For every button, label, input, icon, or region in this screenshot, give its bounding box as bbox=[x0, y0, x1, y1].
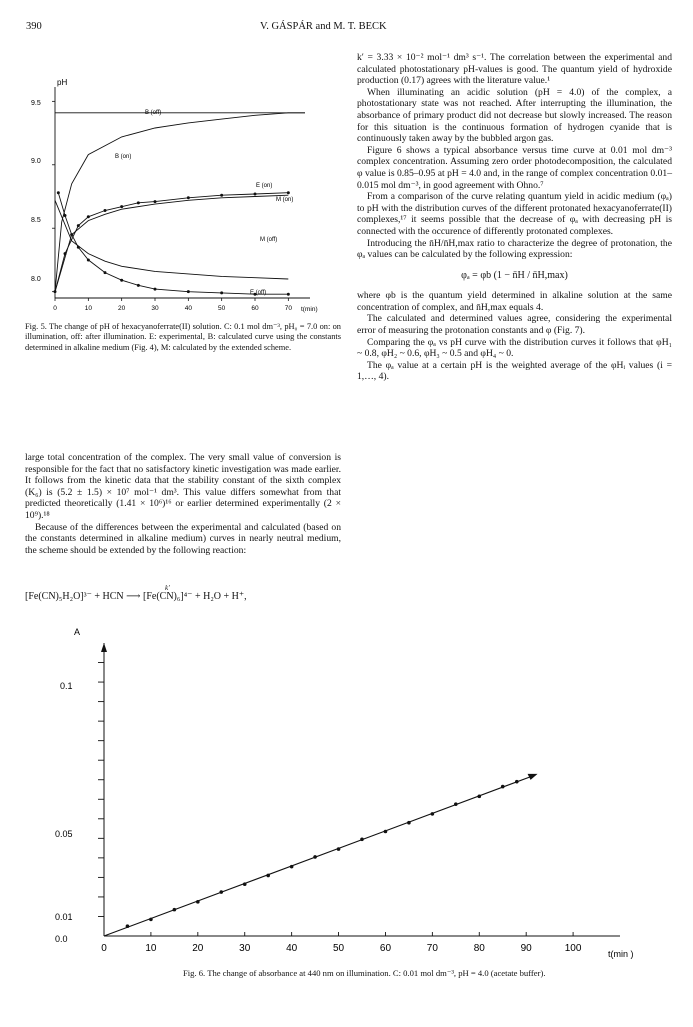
fig5-data-point bbox=[187, 290, 190, 293]
fig6-x-tick-label: 70 bbox=[426, 943, 438, 954]
fig5-series-line bbox=[55, 193, 288, 292]
fig6-x-tick-label: 100 bbox=[564, 943, 582, 954]
fig5-x-tick-label: 60 bbox=[251, 305, 259, 312]
fig5-x-tick-label: 30 bbox=[151, 305, 159, 312]
fig5-data-point bbox=[137, 284, 140, 287]
figure-5-chart bbox=[20, 70, 350, 320]
fig5-label-m-on: M (on) bbox=[276, 197, 294, 203]
fig6-axes bbox=[98, 643, 620, 954]
fig5-data-point bbox=[187, 196, 190, 199]
fig5-series bbox=[54, 113, 306, 296]
right-column bbox=[357, 52, 672, 383]
fig6-x-tick-label: 80 bbox=[473, 943, 485, 954]
fig5-data-point bbox=[254, 192, 257, 195]
fig5-label-b-on: B (on) bbox=[115, 154, 132, 160]
fig5-caption-text: The change of pH of hexacyanoferrate(II) solution. C: 0.1 mol dm⁻³, pH₀ = 7.0 on: on illumination, off: after illumination. E: experimental, B: calculated curve using the constants determined in alkaline medium (Fig. 4), M: calculated by the extended scheme. bbox=[25, 322, 341, 352]
fig5-data-point bbox=[77, 246, 80, 249]
fig5-x-tick-label: 0 bbox=[53, 305, 57, 312]
fig5-data-point bbox=[70, 233, 73, 236]
fig5-y-tick-9.0: 9.0 bbox=[31, 158, 41, 165]
fig5-x-unit: t(min) bbox=[301, 306, 318, 313]
fig5-data-point bbox=[87, 215, 90, 218]
fig6-data-point bbox=[149, 918, 153, 922]
page-number: 390 bbox=[26, 21, 42, 32]
fig5-data-point bbox=[287, 191, 290, 194]
left-column bbox=[25, 452, 341, 556]
fig5-data-point bbox=[220, 194, 223, 197]
fig6-y-tick-0.05: 0.05 bbox=[55, 829, 73, 839]
fig5-x-tick-label: 70 bbox=[284, 305, 292, 312]
right-paragraph-6: where φb is the quantum yield determined in alkaline solution at the same concentration of complex, and n̄H,max equals 4. bbox=[357, 290, 672, 313]
fig5-series-line bbox=[55, 113, 305, 292]
fig6-y-tick-0.0: 0.0 bbox=[55, 934, 68, 944]
fig5-y-tick-8.0: 8.0 bbox=[31, 276, 41, 283]
right-paragraph-4: From a comparison of the curve relating quantum yield in acidic medium (φₐ) to pH with the distribution curves of the different protonated hexacyanoferrate(II) complexes,¹⁷ it seems possible that the decrease of φₐ with decreasing pH is connected with the occurence of differently protonated complexes. bbox=[357, 191, 672, 237]
fig6-y-arrow bbox=[101, 643, 107, 652]
fig6-x-tick-label: 60 bbox=[379, 943, 392, 954]
fig6-data-point bbox=[384, 830, 388, 834]
fig6-data-point bbox=[313, 855, 317, 859]
fig5-label-b-off: B (off) bbox=[145, 110, 162, 116]
right-paragraph-2: When illuminating an acidic solution (pH = 4.0) of the complex, a photostationary state was not reached. After interrupting the illumination, the absorbance of primary product did not decrease but slowly increased. The reason for this situation is the continuous formation of hydrogen cyanide that is continuously taken away by the bubbled argon gas. bbox=[357, 86, 672, 145]
fig6-data-point bbox=[501, 785, 505, 789]
fig5-x-tick-label: 40 bbox=[184, 305, 192, 312]
fig5-x-tick-label: 50 bbox=[218, 305, 226, 312]
fig6-x-unit: t(min ) bbox=[608, 949, 634, 959]
left-paragraph-1: large total concentration of the complex. The very small value of conversion is responsible for the fact that no satisfactory kinetic investigation was made earlier. It follows from the kinetic data that the stability constant of the sixth complex (K₆) is (5.2 ± 1.5) × 10⁷ mol⁻¹ dm³. This value differs somewhat from that predicted theoretically (1.41 × 10⁶)¹⁶ or earlier determined experimentally (2 × 10⁹).¹⁸ bbox=[25, 452, 341, 521]
fig6-y-tick-0.1: 0.1 bbox=[60, 681, 73, 691]
fig6-data-point bbox=[243, 882, 247, 886]
fig5-series-line bbox=[58, 193, 288, 295]
fig5-data-point bbox=[104, 271, 107, 274]
fig5-x-tick-label: 20 bbox=[118, 305, 126, 312]
formula: φₐ = φb (1 − n̄H / n̄H,max) bbox=[461, 269, 568, 281]
fig6-data-point bbox=[515, 780, 519, 784]
fig5-series-line bbox=[55, 200, 288, 279]
fig6-x-tick-label: 50 bbox=[332, 943, 345, 954]
reaction-equation bbox=[25, 584, 341, 602]
fig6-x-tick-label: 0 bbox=[101, 943, 107, 954]
fig6-data-point bbox=[407, 821, 411, 825]
left-paragraph-2: Because of the differences between the experimental and calculated (based on the constants determined in alkaline medium) curves in nearly neutral medium, the scheme should be extended by the following reaction: bbox=[25, 521, 341, 556]
fig6-data-point bbox=[477, 795, 481, 799]
fig5-y-title: pH bbox=[57, 78, 68, 87]
fig5-label-m-off: M (off) bbox=[260, 237, 278, 243]
right-paragraph-9: The φₐ value at a certain pH is the weighted average of the φHᵢ values (i = 1,…, 4). bbox=[357, 359, 672, 383]
fig5-data-point bbox=[220, 291, 223, 294]
fig6-data-point bbox=[337, 847, 341, 851]
fig6-data-point bbox=[290, 865, 294, 869]
fig6-data-point bbox=[360, 838, 364, 842]
right-paragraph-3: Figure 6 shows a typical absorbance versus time curve at 0.01 mol dm⁻³ complex concentration. Assuming zero order photodecomposition, the calculated φ value is 0.85–0.95 at pH = 4.0 and, in the range of complex concentration 0.01–0.015 mol dm⁻³, in good agreement with Ohno.⁷ bbox=[357, 144, 672, 191]
fig6-data-point bbox=[266, 874, 270, 878]
fig5-caption-label: Fig. 5. bbox=[25, 322, 47, 331]
fig6-data-point bbox=[126, 924, 130, 928]
fig5-data-point bbox=[137, 201, 140, 204]
fig5-data-point bbox=[104, 209, 107, 212]
fig5-data-point bbox=[120, 205, 123, 208]
right-paragraph-5: Introducing the n̄H/n̄H,max ratio to characterize the degree of protonation, the φₐ values can be calculated by the following expression: bbox=[357, 237, 672, 261]
fig6-fit-line bbox=[104, 775, 536, 936]
fig6-data-point bbox=[431, 812, 435, 816]
reaction-equation-text: [Fe(CN)₅H₂O]³⁻ + HCN ⟶ [Fe(CN)₆]⁴⁻ + H₂O + H⁺, bbox=[25, 591, 247, 602]
fig5-data-point bbox=[120, 279, 123, 282]
fig5-data-point bbox=[87, 258, 90, 261]
right-paragraph-7: The calculated and determined values agree, considering the experimental error of measuring the protonation constants and φ (Fig. 7). bbox=[357, 313, 672, 337]
fig6-x-tick-label: 40 bbox=[286, 943, 298, 954]
right-paragraph-1: k′ = 3.33 × 10⁻² mol⁻¹ dm³ s⁻¹. The correlation between the experimental and calculated photostationary pH-values is good. The quantum yield of hydroxide production (0.17) agrees with the literature value.¹ bbox=[357, 52, 672, 87]
fig5-data-point bbox=[287, 293, 290, 296]
fig6-data-point bbox=[219, 890, 223, 894]
right-paragraph-8: Comparing the φₐ vs pH curve with the distribution curves it follows that φH₁ ~ 0.8, φH₂ ~ 0.6, φH₃ ~ 0.5 and φH₄ ~ 0. bbox=[357, 336, 672, 360]
fig6-x-tick-label: 90 bbox=[520, 943, 532, 954]
fig5-caption bbox=[25, 322, 341, 353]
fig5-label-e-off: E (off) bbox=[250, 290, 267, 296]
fig6-y-tick-0.01: 0.01 bbox=[55, 912, 73, 922]
fig6-caption: Fig. 6. The change of absorbance at 440 nm on illumination. C: 0.01 mol dm⁻³, pH = 4.0 (acetate buffer). bbox=[183, 968, 546, 978]
fig5-data-point bbox=[64, 214, 67, 217]
fig6-y-title: A bbox=[74, 627, 81, 637]
fig5-label-e-on: E (on) bbox=[256, 183, 273, 189]
fig6-series bbox=[104, 774, 538, 936]
fig6-data-point bbox=[454, 802, 458, 806]
fig5-data-point bbox=[154, 288, 157, 291]
fig6-x-tick-label: 20 bbox=[192, 943, 204, 954]
fig6-x-tick-label: 30 bbox=[239, 943, 251, 954]
fig6-data-point bbox=[173, 908, 177, 912]
fig5-y-tick-8.5: 8.5 bbox=[31, 217, 41, 224]
fig5-x-tick-label: 10 bbox=[84, 305, 92, 312]
fig6-x-tick-label: 10 bbox=[145, 943, 157, 954]
fig5-data-point bbox=[154, 200, 157, 203]
running-title: V. GÁSPÁR and M. T. BECK bbox=[260, 21, 387, 32]
equation-arrow-label: k′ bbox=[165, 584, 170, 592]
fig6-data-point bbox=[196, 900, 200, 904]
fig5-y-tick-9.5: 9.5 bbox=[31, 100, 41, 107]
fig5-data-point bbox=[57, 191, 60, 194]
figure-6-chart bbox=[55, 625, 680, 965]
fig5-data-point bbox=[77, 224, 80, 227]
